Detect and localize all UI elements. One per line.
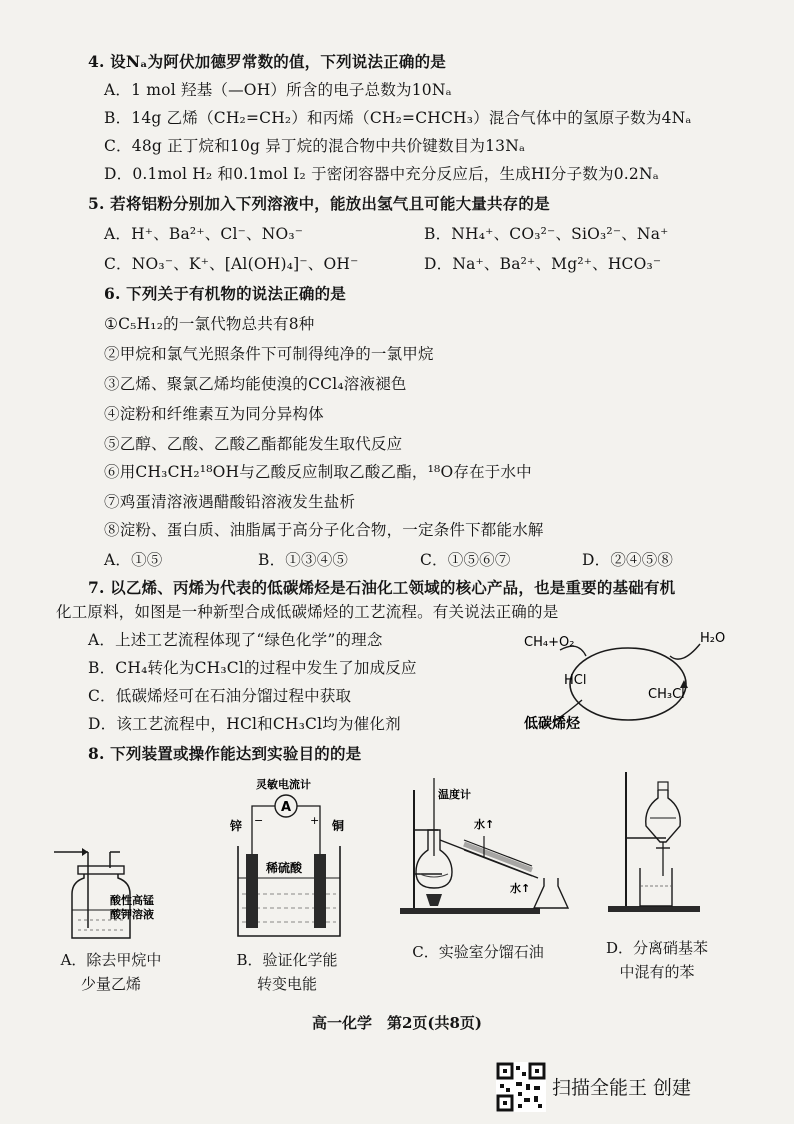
q6-item-6: ⑥用CH₃CH₂¹⁸OH与乙酸反应制取乙酸乙酯，¹⁸O存在于水中 bbox=[104, 463, 532, 481]
q7-stem-line1: 7. 以乙烯、丙烯为代表的低碳烯烃是石油化工领域的核心产品，也是重要的基础有机 bbox=[88, 578, 676, 597]
q4-option-a: A．1 mol 羟基（—OH）所含的电子总数为10Nₐ bbox=[104, 81, 452, 99]
q7-option-b: B．CH₄转化为CH₃Cl的过程中发生了加成反应 bbox=[88, 659, 417, 677]
q7-stem-line2: 化工原料，如图是一种新型合成低碳烯烃的工艺流程。有关说法正确的是 bbox=[56, 603, 559, 621]
q6-stem: 6. 下列关于有机物的说法正确的是 bbox=[104, 284, 346, 303]
fig-d-caption bbox=[592, 936, 722, 984]
q4-option-d: D．0.1mol H₂ 和0.1mol I₂ 于密闭容器中充分反应后，生成HI分子数为0.2Nₐ bbox=[104, 165, 659, 183]
diagram-output: H₂O bbox=[700, 631, 726, 646]
q6-item-7: ⑦鸡蛋清溶液遇醋酸铅溶液发生盐析 bbox=[104, 493, 356, 511]
q5-option-a: A．H⁺、Ba²⁺、Cl⁻、NO₃⁻ bbox=[104, 225, 304, 243]
qr-code-icon bbox=[496, 1062, 546, 1112]
q7-option-a: A．上述工艺流程体现了“绿色化学”的理念 bbox=[88, 631, 383, 649]
fig-b-caption-1: B．验证化学能 bbox=[236, 951, 338, 969]
q6-item-1: ①C₅H₁₂的一氯代物总共有8种 bbox=[104, 315, 315, 333]
output-arrow bbox=[670, 644, 700, 659]
q5-option-d: D．Na⁺、Ba²⁺、Mg²⁺、HCO₃⁻ bbox=[424, 255, 662, 273]
q6-option-b: B．①③④⑤ bbox=[258, 551, 349, 569]
q6-option-a: A．①⑤ bbox=[104, 551, 163, 569]
q6-option-d: D．②④⑤⑧ bbox=[582, 551, 674, 569]
fig-c-distillation bbox=[398, 770, 578, 920]
q6-item-3: ③乙烯、聚氯乙烯均能使溴的CCl₄溶液褪色 bbox=[104, 375, 407, 393]
q5-option-b: B．NH₄⁺、CO₃²⁻、SiO₃²⁻、Na⁺ bbox=[424, 225, 669, 243]
q6-item-8: ⑧淀粉、蛋白质、油脂属于高分子化合物，一定条件下都能水解 bbox=[104, 521, 544, 539]
svg-text:+: + bbox=[310, 814, 320, 827]
q6-option-c: C．①⑤⑥⑦ bbox=[420, 551, 511, 569]
fig-a-reagent-1: 酸性高锰 bbox=[110, 894, 154, 907]
q7-option-c: C．低碳烯烃可在石油分馏过程中获取 bbox=[88, 687, 352, 705]
q5-stem: 5. 若将铝粉分别加入下列溶液中，能放出氢气且可能大量共存的是 bbox=[88, 194, 550, 213]
fig-c-water-out: 水↑ bbox=[510, 882, 531, 895]
fig-d-caption-1: D．分离硝基苯 bbox=[605, 939, 709, 957]
fig-d-separatory-funnel bbox=[600, 768, 710, 918]
svg-text:A: A bbox=[281, 800, 292, 815]
q6-item-4: ④淀粉和纤维素互为同分异构体 bbox=[104, 405, 324, 423]
q5-option-c: C．NO₃⁻、K⁺、[Al(OH)₄]⁻、OH⁻ bbox=[104, 255, 359, 273]
q4-option-b: B．14g 乙烯（CH₂=CH₂）和丙烯（CH₂=CHCH₃）混合气体中的氢原子数为4Nₐ bbox=[104, 109, 692, 127]
svg-text:−: − bbox=[254, 814, 264, 827]
page-footer: 高一化学 第2页(共8页) bbox=[311, 1014, 483, 1032]
fig-c-water-in: 水↑ bbox=[474, 818, 495, 831]
diagram-hcl: HCl bbox=[564, 673, 587, 688]
q6-item-5: ⑤乙醇、乙酸、乙酸乙酯都能发生取代反应 bbox=[104, 435, 403, 453]
diagram-ch3cl: CH₃Cl bbox=[648, 687, 685, 702]
q4-option-c: C．48g 正丁烷和10g 异丁烷的混合物中共价键数目为13Nₐ bbox=[104, 137, 526, 155]
fig-a-caption-1: A．除去甲烷中 bbox=[60, 951, 162, 969]
scanner-watermark: 扫描全能王 创建 bbox=[552, 1077, 692, 1099]
diagram-product: 低碳烯烃 bbox=[524, 716, 580, 732]
fig-b-meter-label: 灵敏电流计 bbox=[256, 778, 311, 791]
cycle-loop bbox=[570, 648, 686, 720]
fig-b-caption-2: 转变电能 bbox=[256, 975, 317, 993]
q7-process-diagram bbox=[520, 626, 740, 746]
diagram-input: CH₄+O₂ bbox=[524, 635, 575, 650]
q8-stem: 8. 下列装置或操作能达到实验目的的是 bbox=[88, 744, 362, 763]
fig-c-thermo-label: 温度计 bbox=[438, 788, 471, 801]
fig-b-copper-label: 铜 bbox=[332, 819, 345, 833]
fig-a-wash-bottle bbox=[48, 838, 168, 948]
fig-a-reagent-2: 酸钾溶液 bbox=[110, 908, 154, 921]
fig-c-caption-1: C．实验室分馏石油 bbox=[412, 943, 544, 961]
fig-a-caption-2: 少量乙烯 bbox=[80, 975, 141, 993]
fig-b-acid-label: 稀硫酸 bbox=[266, 861, 303, 875]
q6-item-2: ②甲烷和氯气光照条件下可制得纯净的一氯甲烷 bbox=[104, 345, 434, 363]
fig-b-caption bbox=[222, 948, 352, 996]
fig-b-galvanic-cell bbox=[228, 776, 358, 956]
fig-c-caption bbox=[398, 940, 558, 964]
q7-option-d: D．该工艺流程中，HCl和CH₃Cl均为催化剂 bbox=[88, 715, 401, 733]
fig-a-caption bbox=[46, 948, 176, 996]
q4-stem: 4. 设Nₐ为阿伏加德罗常数的值，下列说法正确的是 bbox=[88, 52, 446, 71]
fig-d-caption-2: 中混有的苯 bbox=[619, 963, 695, 981]
fig-b-zinc-label: 锌 bbox=[230, 819, 243, 833]
